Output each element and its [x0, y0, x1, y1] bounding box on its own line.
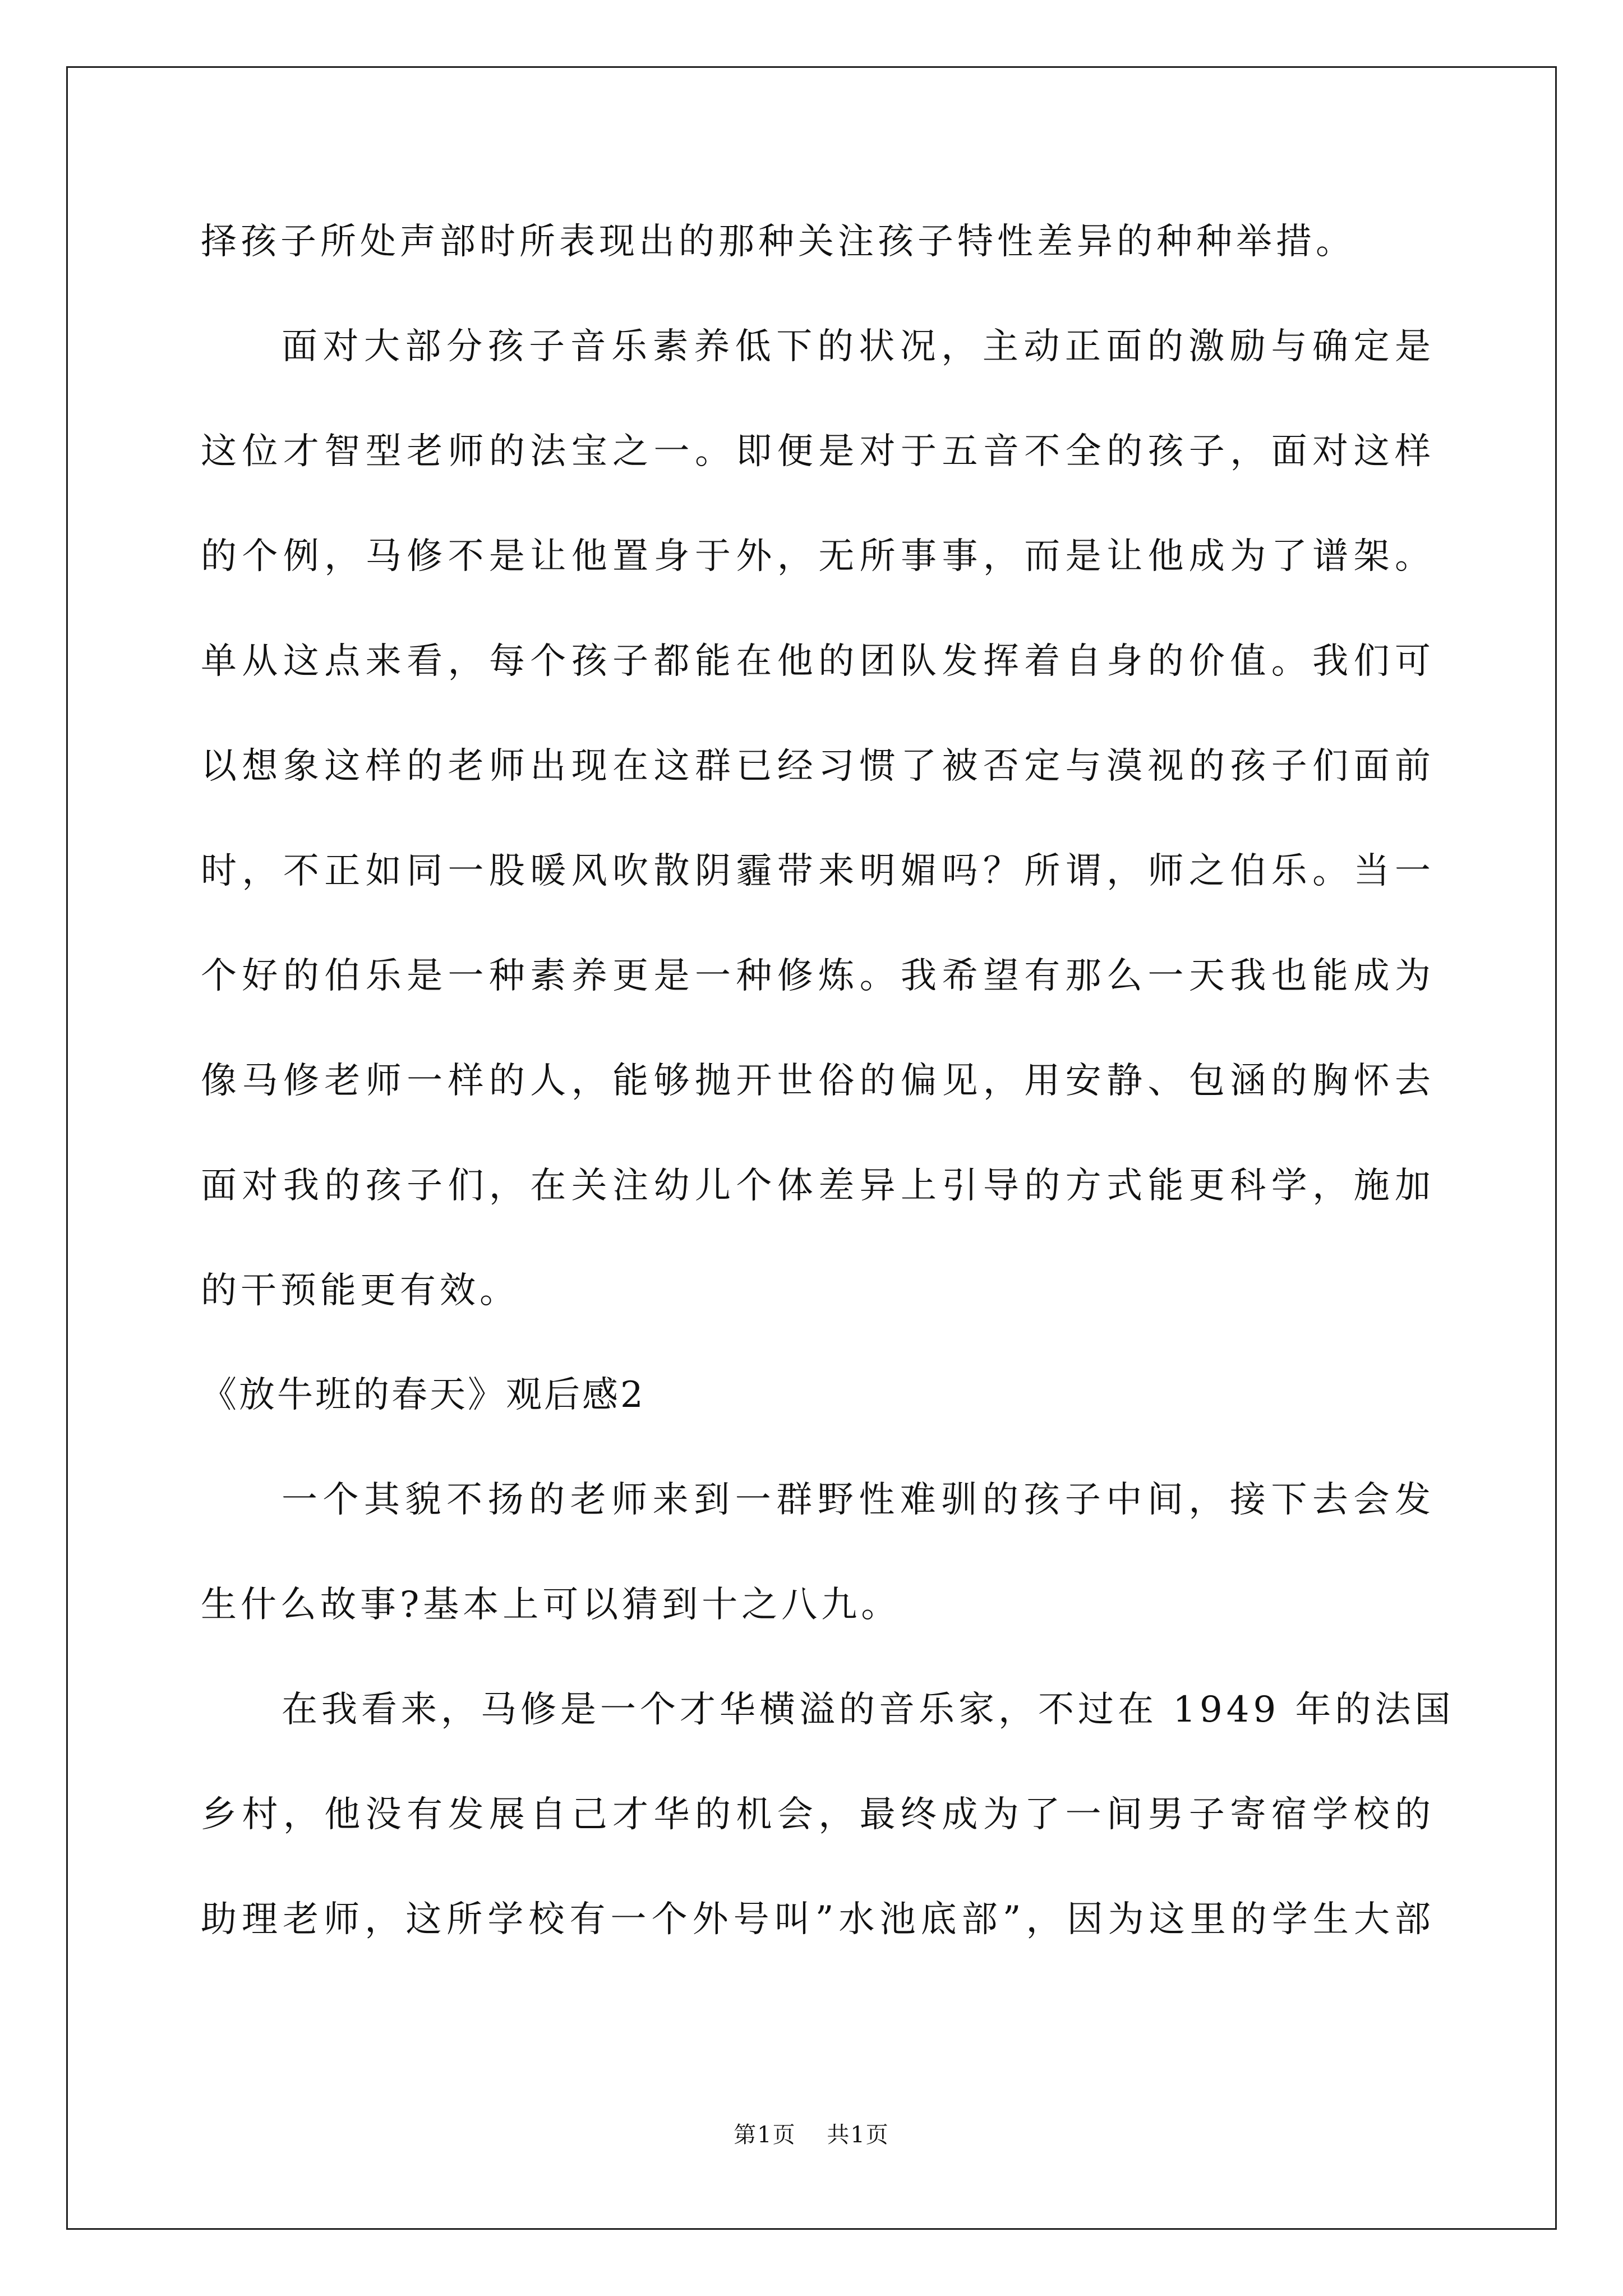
paragraph-line: 的个例，马修不是让他置身于外，无所事事，而是让他成为了谱架。	[201, 536, 1435, 577]
paragraph-line: 在我看来，马修是一个才华横溢的音乐家，不过在 1949 年的法国	[282, 1689, 1455, 1731]
page-number: 第1页	[734, 2122, 796, 2148]
paragraph-line: 以想象这样的老师出现在这群已经习惯了被否定与漠视的孩子们面前	[201, 746, 1435, 787]
paragraph-line: 像马修老师一样的人，能够抛开世俗的偏见，用安静、包涵的胸怀去	[201, 1060, 1435, 1102]
paragraph-line: 面对我的孩子们，在关注幼儿个体差异上引导的方式能更科学，施加	[201, 1165, 1435, 1207]
page-total: 共1页	[827, 2122, 889, 2148]
paragraph-line: 这位才智型老师的法宝之一。即便是对于五音不全的孩子，面对这样	[201, 431, 1435, 472]
page-footer	[0, 2122, 1623, 2148]
paragraph-line: 生什么故事?基本上可以猜到十之八九。	[201, 1584, 901, 1626]
section-heading: 《放牛班的春天》观后感2	[201, 1374, 645, 1416]
paragraph-line: 个好的伯乐是一种素养更是一种修炼。我希望有那么一天我也能成为	[201, 955, 1435, 997]
paragraph-line: 面对大部分孩子音乐素养低下的状况，主动正面的激励与确定是	[282, 326, 1435, 367]
paragraph-line: 一个其貌不扬的老师来到一群野性难驯的孩子中间，接下去会发	[282, 1479, 1435, 1521]
paragraph-line: 助理老师，这所学校有一个外号叫”水池底部”，因为这里的学生大部	[201, 1899, 1435, 1940]
paragraph-line: 单从这点来看，每个孩子都能在他的团队发挥着自身的价值。我们可	[201, 641, 1435, 682]
paragraph-line: 择孩子所处声部时所表现出的那种关注孩子特性差异的种种举措。	[201, 221, 1355, 263]
paragraph-line: 时，不正如同一股暖风吹散阴霾带来明媚吗？所谓，师之伯乐。当一	[201, 850, 1435, 892]
paragraph-line: 乡村，他没有发展自己才华的机会，最终成为了一间男子寄宿学校的	[201, 1794, 1435, 1835]
paragraph-line: 的干预能更有效。	[201, 1270, 519, 1312]
